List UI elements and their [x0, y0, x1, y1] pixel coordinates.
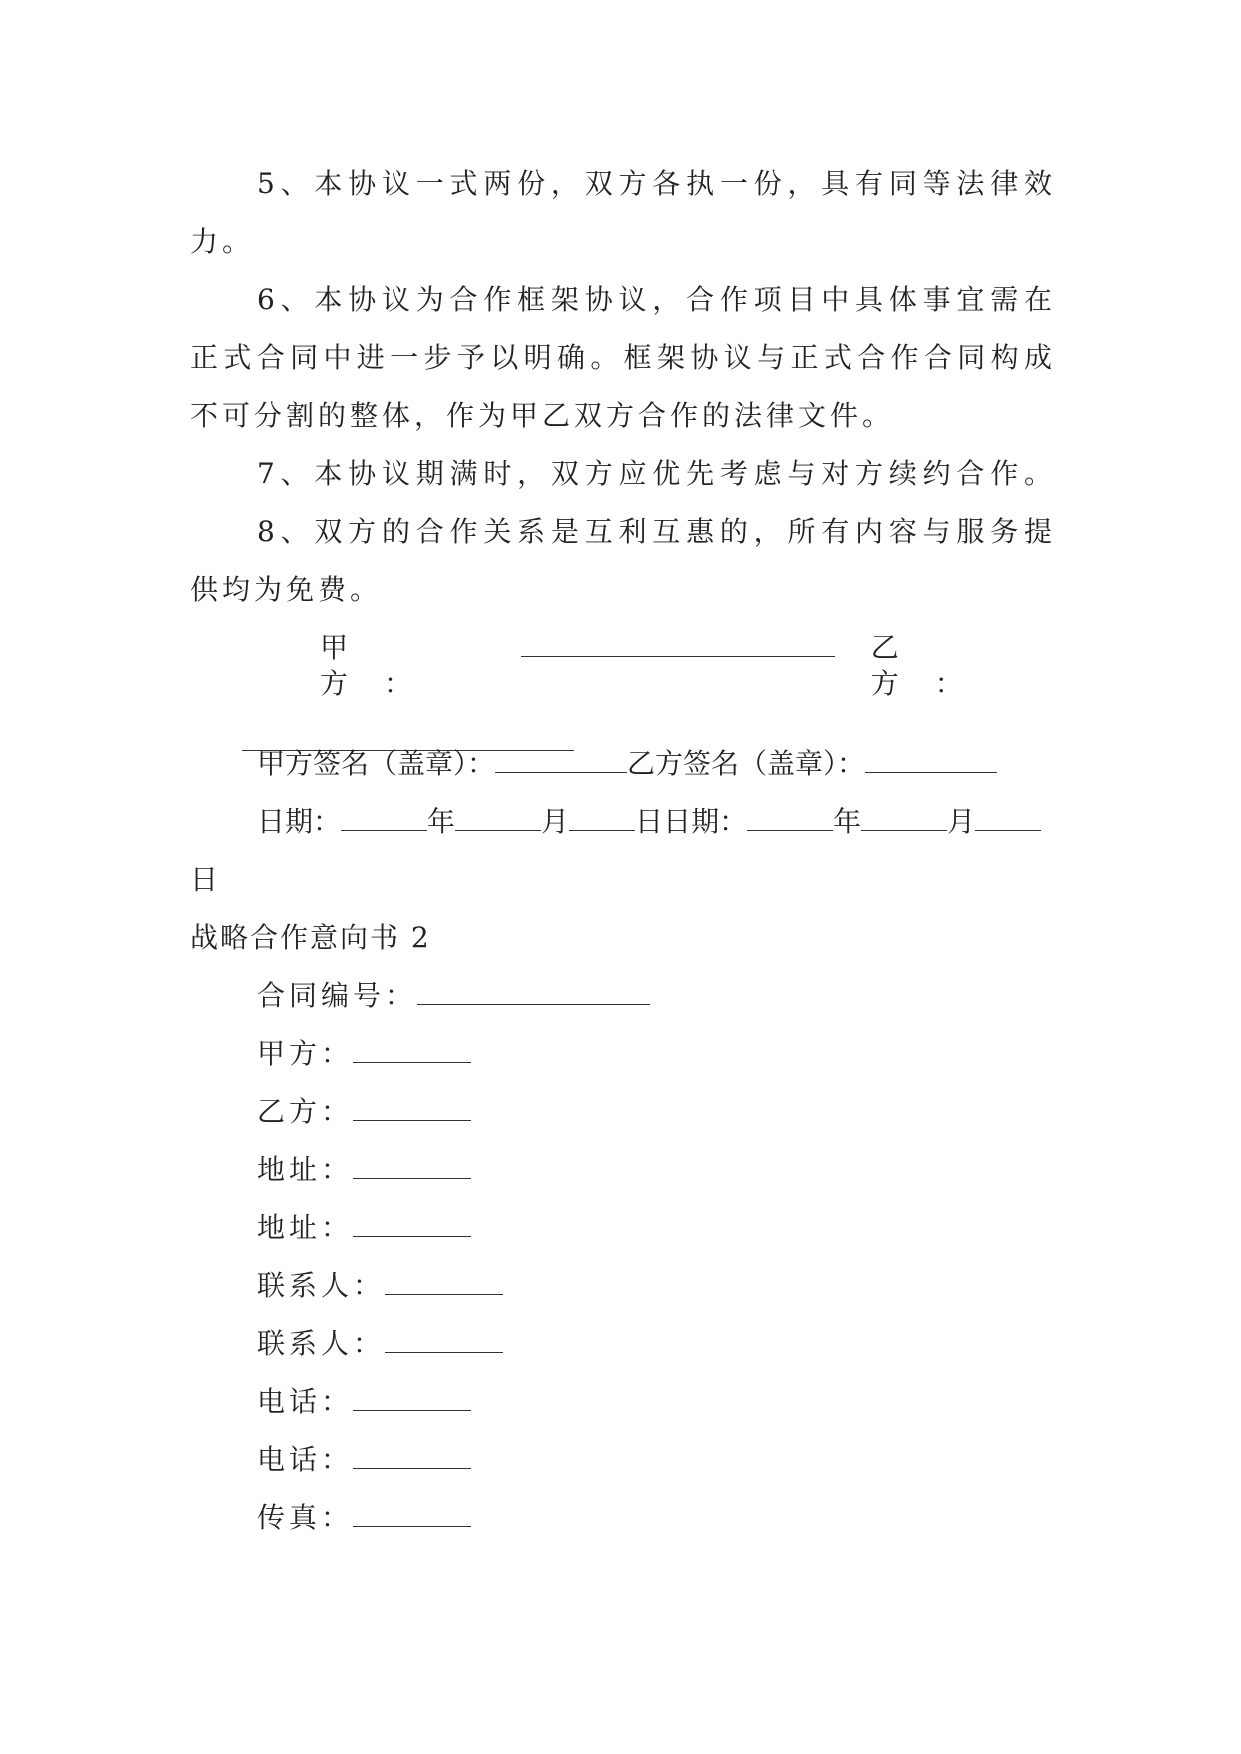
contract-number-line	[257, 978, 650, 1014]
clause-6-line-2: 正式合同中进一步予以明确。框架协议与正式合作合同构成	[190, 341, 1052, 374]
field-blank[interactable]	[353, 1038, 471, 1063]
clause-6-line-3: 不可分割的整体，作为甲乙双方合作的法律文件。	[190, 399, 895, 432]
party-a-date-label: 日期：	[257, 805, 342, 838]
party-a-day-label: 日	[635, 805, 664, 838]
field-blank[interactable]	[385, 1270, 503, 1295]
field-label: 联系人：	[257, 1327, 386, 1360]
party-b-month-label: 月	[947, 805, 976, 838]
field-party-a	[257, 1036, 471, 1072]
party-b-month-blank[interactable]	[861, 806, 947, 831]
clause-8-line-1: 8、双方的合作关系是互利互惠的，所有内容与服务提	[257, 515, 1052, 548]
field-blank[interactable]	[353, 1386, 471, 1411]
party-a-day-blank[interactable]	[569, 806, 635, 831]
field-label: 电话：	[257, 1443, 354, 1476]
field-phone-b	[257, 1442, 471, 1478]
field-label: 乙方：	[257, 1095, 354, 1128]
field-blank[interactable]	[353, 1154, 471, 1179]
section-2-title: 战略合作意向书 2	[190, 921, 431, 954]
clause-8-line-2: 供均为免费。	[190, 573, 383, 606]
clause-5-line-2: 力。	[190, 225, 255, 258]
field-blank[interactable]	[353, 1096, 471, 1121]
party-b-day-blank[interactable]	[975, 806, 1041, 831]
field-blank[interactable]	[385, 1328, 503, 1353]
field-label: 联系人：	[257, 1269, 386, 1302]
field-label: 传真：	[257, 1501, 354, 1534]
party-a-blank[interactable]	[521, 632, 834, 657]
party-a-month-blank[interactable]	[455, 806, 541, 831]
field-blank[interactable]	[353, 1212, 471, 1237]
field-label: 电话：	[257, 1385, 354, 1418]
field-fax	[257, 1500, 471, 1536]
party-b-year-label: 年	[833, 805, 862, 838]
field-contact-a	[257, 1268, 503, 1304]
contract-number-blank[interactable]	[417, 980, 650, 1005]
contract-number-label: 合同编号：	[257, 979, 418, 1012]
party-b-date-label: 日期：	[663, 805, 748, 838]
party-a-year-label: 年	[427, 805, 456, 838]
party-a-label: 甲方：	[320, 631, 449, 700]
field-label: 地址：	[257, 1211, 354, 1244]
party-b-label: 乙方：	[870, 631, 999, 700]
field-blank[interactable]	[353, 1502, 471, 1527]
party-b-sign-label: 乙方签名（盖章）：	[627, 747, 866, 780]
clause-6-line-1: 6、本协议为合作框架协议，合作项目中具体事宜需在	[257, 283, 1052, 316]
party-a-month-label: 月	[541, 805, 570, 838]
clause-7-line-1: 7、本协议期满时，双方应优先考虑与对方续约合作。	[257, 457, 1052, 490]
signature-line	[257, 746, 1052, 782]
party-a-year-blank[interactable]	[341, 806, 427, 831]
party-b-year-blank[interactable]	[747, 806, 833, 831]
party-a-sign-label: 甲方签名（盖章）：	[257, 747, 496, 780]
party-b-day-label: 日	[190, 863, 223, 896]
date-line	[257, 804, 1052, 840]
field-label: 甲方：	[257, 1037, 354, 1070]
field-phone-a	[257, 1384, 471, 1420]
field-address-b	[257, 1210, 471, 1246]
party-b-sign-blank[interactable]	[865, 748, 997, 773]
field-party-b	[257, 1094, 471, 1130]
clause-5-line-1: 5、本协议一式两份，双方各执一份，具有同等法律效	[257, 167, 1052, 200]
field-label: 地址：	[257, 1153, 354, 1186]
field-address-a	[257, 1152, 471, 1188]
field-contact-b	[257, 1326, 503, 1362]
party-a-sign-blank[interactable]	[495, 748, 627, 773]
field-blank[interactable]	[353, 1444, 471, 1469]
